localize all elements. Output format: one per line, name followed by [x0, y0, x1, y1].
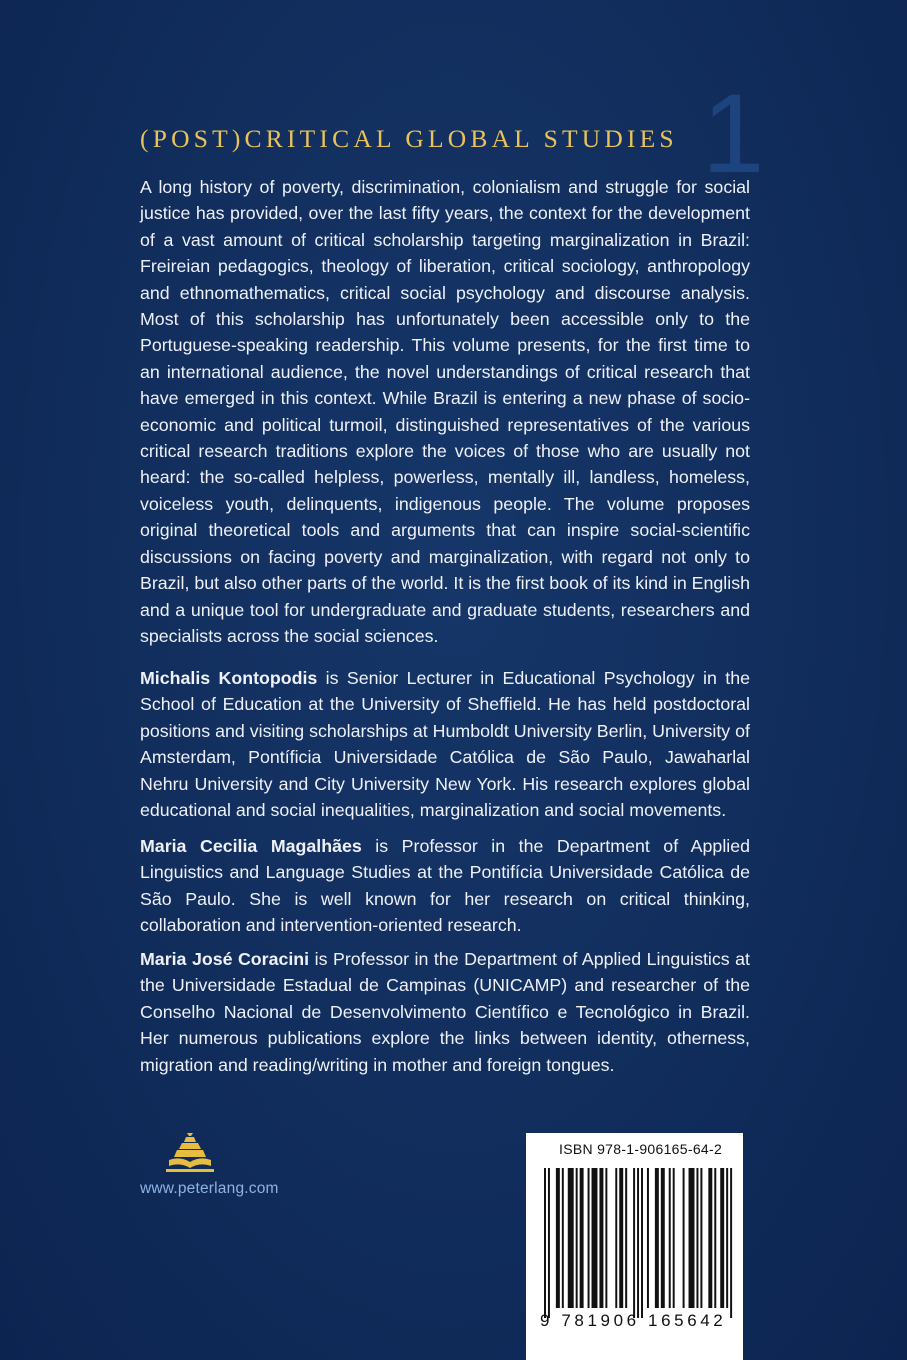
barcode-bar	[544, 1168, 546, 1318]
book-description: A long history of poverty, discrimination, colonialism and struggle for social justice has provided, over the last fifty years, the context for the development of a vast amount of critical scholarship targeting marginalization in Brazil: Freireian pedagogics, theology of liberation, critical sociology, anthropology and ethnomathematics, critical social psychology and discourse analysis. Most of this scholarship has unfortunately been accessible only to the Portuguese-speaking readership. This volume presents, for the first time to an international audience, the novel understandings of critical research that have emerged in this context. While Brazil is entering a new phase of socio-economic and political turmoil, distinguished representatives of the various critical research traditions explore the voices of those who are usually not heard: the so-called helpless, powerless, mentally ill, landless, homeless, voiceless youth, delinquents, indigenous people. The volume proposes original theoretical tools and arguments that can inspire social-scientific discussions on facing poverty and marginalization, with regard not only to Brazil, but also other parts of the world. It is the first book of its kind in English and a unique tool for undergraduate and graduate students, researchers and specialists across the social sciences.	[140, 177, 750, 646]
barcode-bar	[599, 1168, 603, 1308]
barcode-bar	[696, 1168, 698, 1308]
barcode-bar	[714, 1168, 716, 1308]
barcode-bar	[708, 1168, 712, 1308]
author-name: Maria José Coracini	[140, 949, 310, 969]
barcode-bar	[576, 1168, 578, 1308]
isbn-label: ISBN 978-1-906165-64-2	[559, 1141, 723, 1157]
barcode-bar	[592, 1168, 598, 1308]
barcode-bar	[730, 1168, 732, 1318]
series-number: 1	[702, 71, 763, 196]
barcode-bar	[720, 1168, 724, 1308]
barcode-bar	[625, 1168, 627, 1308]
barcode-bar	[619, 1168, 623, 1308]
isbn-barcode	[526, 1133, 743, 1360]
barcode-bar	[568, 1168, 574, 1308]
barcode-bar	[726, 1168, 728, 1308]
barcode-bar	[562, 1168, 564, 1308]
barcode-bar	[637, 1168, 639, 1318]
author-bio	[140, 665, 750, 823]
barcode-bar	[588, 1168, 590, 1308]
barcode-bar	[647, 1168, 649, 1308]
publisher-logo-icon	[160, 1133, 220, 1175]
barcode-digits: 9 781906 165642	[540, 1311, 727, 1330]
barcode-bar	[605, 1168, 607, 1308]
barcode-bar	[641, 1168, 643, 1318]
author-name: Michalis Kontopodis	[140, 668, 318, 688]
barcode-bar	[669, 1168, 671, 1308]
barcode-bar	[661, 1168, 665, 1308]
author-bio-text: is Professor in the Department of Applied Linguistics and Language Studies at the Pontifícia Universidade Católica de São Paulo. She is well known for her research on critical thinking, collaboration and intervention-oriented research.	[140, 836, 750, 936]
barcode-bars	[544, 1168, 734, 1318]
author-bio-text: is Professor in the Department of Applied Linguistics at the Universidade Estadual de Campinas (UNICAMP) and researcher of the Conselho Nacional de Desenvolvimento Científico e Tecnológico in Brazil. Her numerous publications explore the links between identity, otherness, migration and reading/writing in mother and foreign tongues.	[140, 949, 750, 1075]
barcode-bar	[580, 1168, 584, 1308]
barcode-bar	[633, 1168, 635, 1318]
author-bio	[140, 946, 750, 1078]
barcode-bar	[615, 1168, 617, 1308]
author-bio-text: is Senior Lecturer in Educational Psychology in the School of Education at the University of Sheffield. He has held postdoctoral positions and visiting scholarships at Humboldt University Berlin, University of Amsterdam, Pontíficia Universidade Católica de São Paulo, Jawaharlal Nehru University and City University New York. His research explores global educational and social inequalities, marginalization and social movements.	[140, 668, 750, 821]
barcode-bar	[683, 1168, 685, 1308]
barcode-bar	[655, 1168, 659, 1308]
series-title: (POST)CRITICAL GLOBAL STUDIES	[140, 124, 678, 153]
author-bio	[140, 833, 750, 939]
barcode-bar	[673, 1168, 675, 1308]
barcode-bar	[556, 1168, 560, 1308]
publisher-website-link[interactable]: www.peterlang.com	[140, 1180, 279, 1197]
author-name: Maria Cecilia Magalhães	[140, 836, 362, 856]
barcode-bar	[548, 1168, 550, 1318]
barcode-bar	[700, 1168, 702, 1308]
barcode-bar	[689, 1168, 695, 1308]
